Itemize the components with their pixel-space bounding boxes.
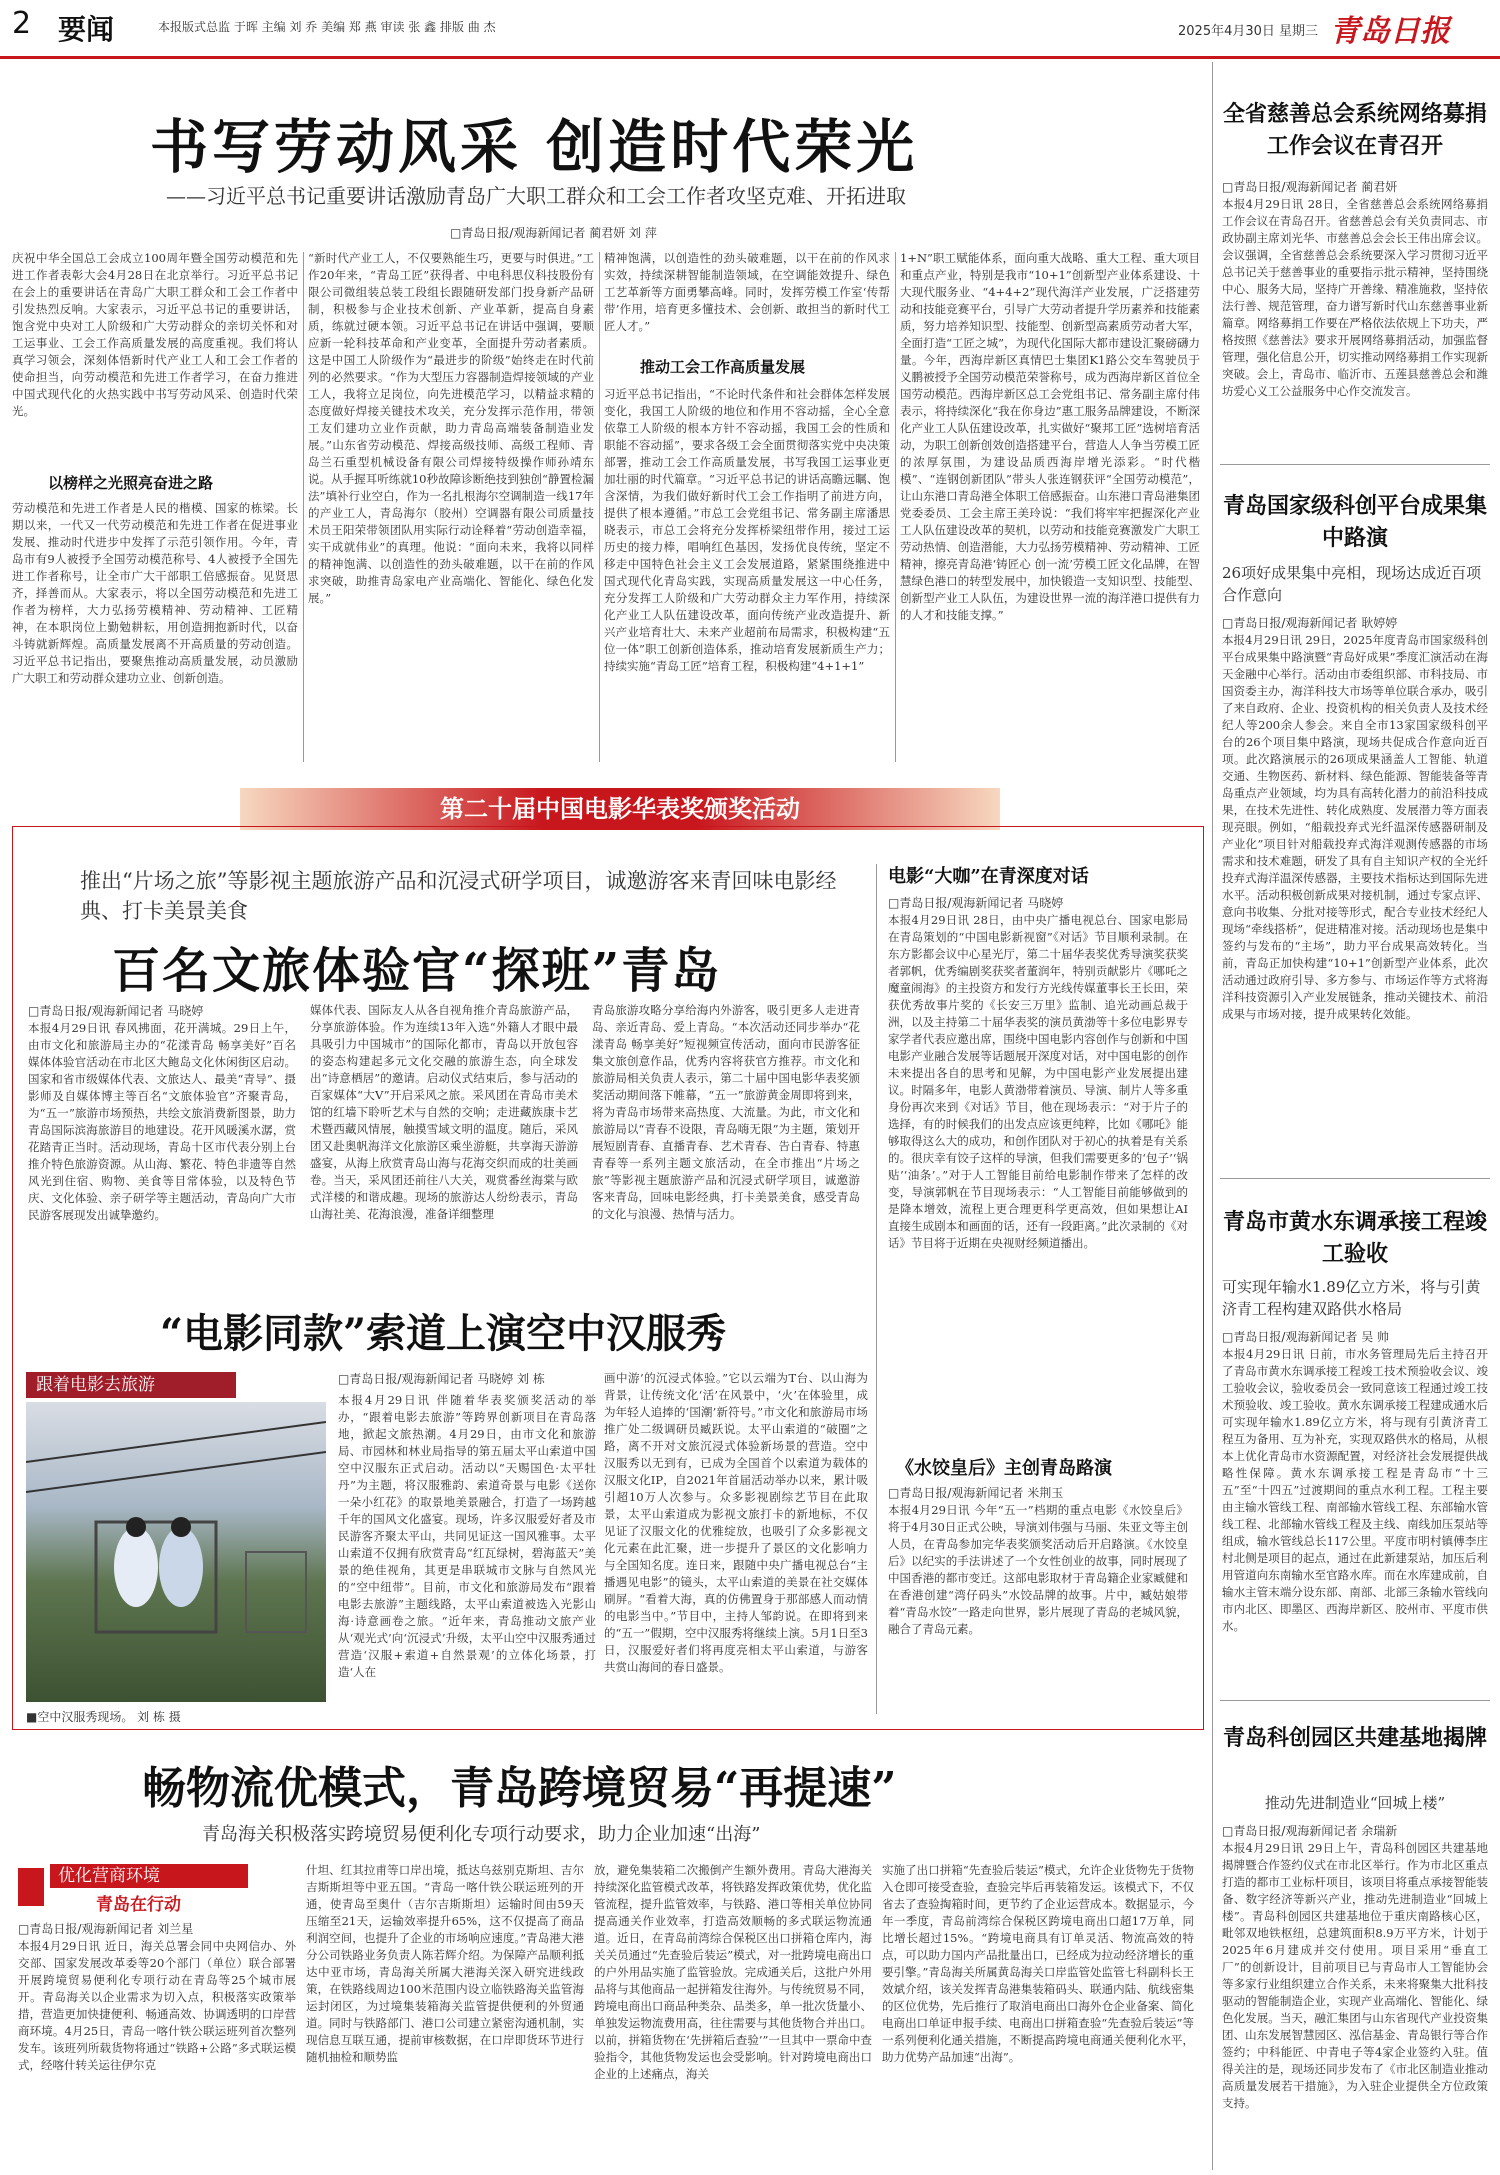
campaign-logo-line2: 青岛在行动 (96, 1895, 181, 1915)
col-divider (303, 252, 304, 762)
lead-col1b-text: 劳动模范和先进工作者是人民的楷模、国家的栋梁。长期以来，一代又一代劳动模范和先进工作者在促进事业发展、推动时代进步中发挥了示范引领作用。今年，青岛市有9人被授予全国劳动模范称号、4人被授予全国先进工作者称号，让全市广大干部职工倍感振奋。见贤思齐，择善而从。大家表示，将以全国劳动模范和先进工作者为榜样，大力弘扬劳模精神、劳动精神、工匠精神，在本职岗位上勤勉耕耘，用创造拥抱新时代，以奋斗铸就新辉煌。高质量发展离不开高质量的劳动创造。习近平总书记指出，要聚焦推动高质量发展，动员激励广大职工和劳动群众建功立业、创新创造。 (12, 501, 298, 685)
dialogue-byline: □青岛日报/观海新闻记者 马晓婷 (888, 896, 1064, 910)
innovation-byline: □青岛日报/观海新闻记者 耿婷婷 (1222, 616, 1398, 630)
lead-col1-subhead: 以榜样之光照亮奋进之路 (48, 474, 214, 492)
charity-headline: 全省慈善总会系统网络募捐工作会议在青召开 (1222, 101, 1487, 159)
column-label: 跟着电影去旅游 (26, 1372, 236, 1398)
trade-col2: 什坦、红其拉甫等口岸出境，抵达乌兹别克斯坦、吉尔吉斯斯坦等中亚五国。“青岛一喀什铁公联运班列的开通，使青岛至奥什（吉尔吉斯斯坦）运输时间由59天压缩至21天，运输效率提升65%，这不仅提高了商品利润空间，也提升了企业的市场响应速度。”青岛港大港分公司铁路业务负责人陈若辉介绍。为保障产品顺利抵达中亚市场，青岛海关所属大港海关深入研究进线政策，在铁路线周边100米范围内设立临铁路海关监管海运封闭区，为过境集装箱海关监管提供便利的外贸通道。同时与铁路部门、港口公司建立紧密沟通机制，实现信息互联互通，提前审核数据，在口岸即货环节进行随机抽检和顺势监 (306, 1863, 584, 2064)
innovation-deck: 26项好成果集中亮相，现场达成近百项合作意向 (1222, 564, 1482, 604)
lead-col4-text: 1+N”职工赋能体系，面向重大战略、重大工程、重大项目和重点产业，特别是我市“10+1”创新型产业体系建设、十大现代服务业、“4+4+2”现代海洋产业发展，广泛搭建劳动和技能竞赛平台，引导广大劳动者提升学历素养和技能素质，努力培养知识型、技能型、创新型高素质劳动者大军，全面打造“工匠之城”，为现代化国际大都市建设汇聚磅礴力量。今年，西海岸新区真情巴士集团K1路公交车驾驶员于义鹏被授予全国劳动模范荣誉称号，成为西海岸新区首位全国劳动模范。西海岸新区总工会党组书记、常务副主席付伟表示，将持续深化“我在你身边”惠工服务品牌建设，不断深化产业工人队伍建设改革，扎实做好“聚邦工匠”选树培育活动，为职工创新创效创造搭建平台，营造人人争当劳模工匠的浓厚氛围，为建设品质西海岸增光添彩。“时代楷模”、“连钢创新团队”带头人张连钢获评“全国劳动模范”，让山东港口青岛港全体职工倍感振奋。山东港口青岛港集团党委委员、工会主席王美玲说：“我们将牢牢把握深化产业工人队伍建设改革的契机，以劳动和技能竞赛激发广大职工劳动热情、创造潜能，大力弘扬劳模精神、劳动精神、工匠精神，擦亮青岛港‘铸匠心 创一流’劳模工匠文化品牌，在智慧绿色港口的转型发展中，加快锻造一支知识型、技能型、创新型产业工人队伍，为建设世界一流的海洋港口提供有力的人才和技能支撑。” (900, 251, 1200, 622)
water-headline: 青岛市黄水东调承接工程竣工验收 (1222, 1209, 1487, 1267)
park-text: 本报4月29日讯 29日上午，青岛科创园区共建基地揭牌暨合作签约仪式在市北区举行。作为市北区重点打造的都市工业标杆项目，该项目将重点承接智能装备、数字经济等新兴产业，推动先进制造业“回城上楼”。青岛科创园区共建基地位于重庆南路核心区，毗邻双地铁枢纽，总建筑面积8.9万平方米，计划于2025年6月建成并交付使用。项目采用“垂直工厂”的创新设计，目前项目已与青岛市人工智能协会等多家行业组织建立合作关系，未来将聚集大批科技驱动的智能制造企业，实现产业高端化、智能化、绿色化发展。当天，融汇集团与山东省现代产业投资集团、山东发展智慧园区、泓信基金、青岛银行等合作签约；中科能匠、中青电子等4家企业签约入驻。值得关注的是，现场还同步发布了《市北区制造业推动高质量发展若干措施》，为入驻企业提供全方位政策支持。 (1222, 1841, 1488, 2110)
water-deck: 可实现年输水1.89亿立方米，将与引黄济青工程构建双路供水格局 (1222, 1278, 1481, 1318)
trade-col3: 放，避免集装箱二次搬倒产生额外费用。青岛大港海关持续深化监管模式改革，将铁路发挥政策优势，优化监管流程，提升监管效率，与铁路、港口等相关单位协同提高通关作业效率，打造高效顺畅的多式联运物流通道。近日，在青岛前湾综合保税区出口拼箱仓库内，海关关员通过“先查验后装运”模式，对一批跨境电商出口的户外用品实施了监管验放。完成通关后，这批户外用品将与其他商品一起拼箱发往海外。与传统贸易不同，跨境电商出口商品种类杂、品类多，单一批次货量小、单独发运物流费用高，往往需要与其他货物合并出口。以前，拼箱货物在‘先拼箱后查验’”一旦其中一票命中查验指令，其他货物发运也会受影响。针对跨境电商出口企业的上述痛点，海关 (594, 1863, 872, 2081)
award-banner: 第二十届中国电影华表奖颁奖活动 (240, 788, 1000, 830)
dialogue-text: 本报4月29日讯 28日，由中央广播电视总台、国家电影局在青岛策划的“中国电影新视窗”《对话》节目顺利录制。在东方影都会议中心星光厅，第二十届华表奖优秀导演奖获奖者郭帆，优秀编剧奖获奖者董润年，特别贡献影片《哪吒之魔童闹海》的主投资方和发行方光线传媒董事长王长田，荣获优秀故事片奖的《长安三万里》监制、追光动画总裁于洲，以及主持第二十届华表奖的演员黄渤等十多位电影界专家学者代表应邀出席，围绕中国电影内容创作与创新和中国电影产业融合发展等话题展开深度对话，对中国电影的创作未来提出各自的思考和见解，为中国电影产业发展提出建议。时隔多年，电影人黄渤带着演员、导演、制片人等多重身份再次来到《对话》节目，他在现场表示：“对于片子的选择，有的时候我们的出发点应该更纯粹，比如《哪吒》能够取得这么大的成功，和创作团队对于初心的执着是有关系的。很庆幸有饺子这样的导演，但我们需要更多的‘包子’‘锅贴’‘油条’。”对于人工智能目前给电影制作带来了怎样的改变，导演郭帆在节目现场表示：“人工智能目前能够做到的是降本增效，流程上更合理更科学更高效，但如果想让AI直接生成剧本和画面的话，还有一段距离。”此次录制的《对话》节目将于近期在央视财经频道播出。 (888, 913, 1188, 1250)
col-divider (876, 864, 877, 1714)
staff-credits: 本报版式总监 于晖 主编 刘 乔 美编 郑 燕 审读 张 鑫 排版 曲 杰 (158, 20, 496, 34)
cable-car-headline: “电影同款”索道上演空中汉服秀 (160, 1310, 727, 1357)
trade-col4: 实施了出口拼箱“先查验后装运”模式，允许企业货物先于货物入仓即可接受查验，查验完毕后再装箱发运。该模式下，不仅省去了查验掏箱时间，更节约了企业运营成本。数据显示，今年一季度，青岛前湾综合保税区跨境电商出口超17万单，同比增长超过15%。“跨境电商具有订单灵活、物流高效的特点，可以助力国内产品批量出口，已经成为拉动经济增长的重要引擎。”青岛海关所属黄岛海关口岸监管处监管七科副科长王效斌介绍，该关发挥青岛港集装箱码头、联通内陆、航线密集的区位优势，先后推行了取消电商出口海外仓企业备案、简化电商出口单证申报手续、电商出口拼箱查验“先查验后装运”等一系列便利化通关措施，不断提高跨境电商通关便利化水平，助力优势产品加速“出海”。 (882, 1863, 1194, 2064)
col-divider (599, 252, 600, 762)
dialogue-headline: 电影“大咖”在青深度对话 (888, 866, 1089, 887)
right-column-divider (1212, 62, 1213, 2170)
film-tour-col1: 本报4月29日讯 春风拂面，花开满城。29日上午，由市文化和旅游局主办的“花漾青岛 畅享美好”百名媒体体验官活动在市北区大鲍岛文化休闲街区启动。国家和省市级媒体代表、文旅达人、最美“青导”、摄影师及自媒体博主等百名“文旅体验官”齐聚青岛，为“五一”旅游市场预热，共绘文旅消费新图景，助力青岛国际滨海旅游目的地建设。花开风暖溪水潺，赏花踏青正当时。活动现场，青岛十区市代表分别上台推介特色旅游资源。从山海、繁花、特色非遗等自然风光到住宿、购物、美食等目常体验，以及特色节庆、文化体验、亲子研学等主题活动，青岛向广大市民游客展现发出诚挚邀约。 (28, 1021, 296, 1222)
cable-car-byline: □青岛日报/观海新闻记者 马晓婷 刘 栋 (338, 1372, 545, 1386)
photo-caption: ■空中汉服秀现场。 刘 栋 摄 (26, 1710, 181, 1724)
film-tour-kicker: 推出“片场之旅”等影视主题旅游产品和沉浸式研学项目，诚邀游客来青回味电影经典、打卡美景美食 (80, 869, 837, 923)
innovation-text: 本报4月29日讯 29日，2025年度青岛市国家级科创平台成果集中路演暨“青岛好成果”季度汇演活动在海天金融中心举行。活动由市委组织部、市科技局、市国资委主办，海洋科技大市场等单位联合承办，吸引了来自政府、企业、投资机构的相关负责人及技术经纪人等200余人参会。来自全市13家国家级科创平台的26个项目集中路演，现场共促成合作意向近百项。此次路演展示的26项成果涵盖人工智能、轨道交通、生物医药、新材料、绿色能源、智能装备等青岛重点产业领域，均为具有高转化潜力的前沿科技成果，在技术先进性、转化成熟度、发展潜力等方面表现亮眼。例如，“船载投弃式光纤温深传感器研制及产业化”项目针对船载投弃式海洋观测传感器的市场需求和技术难题，研发了具有自主知识产权的全光纤投弃式海洋温深传感器，主要技术指标达到国际先进水平。活动积极创新成果对接机制，通过专家点评、意向书收集、分批对接等形式，配合专业技术经纪人现场“牵线搭桥”，促进精准对接。活动现场也是集中签约与发布的“主场”，助力平台成果高效转化。当前，青岛正加快构建“10+1”创新型产业体系，此次活动通过政府引导、多方参与、市场运作等方式将海洋科技资源引入产业发展链条，推动关键技术、前沿成果与市场对接，提升成果转化效能。 (1222, 633, 1488, 1021)
dumpling-headline: 《水饺皇后》主创青岛路演 (896, 1458, 1112, 1479)
cable-car-col2: 画中游’的沉浸式体验。”它以云端为T台、以山海为背景，让传统文化‘活’在风景中，‘火’在体验里，成为年轻人追捧的‘国潮’新符号。”市文化和旅游局市场推广处二级调研员臧跃说。太平山索道的“破圈”之路，离不开对文旅沉浸式体验新场景的营造。空中汉服秀以无到有，已成为全国首个以索道为载体的汉服文化IP，自2021年首届活动举办以来，累计吸引超10万人次参与。众多影视剧综艺节目在此取景，太平山索道成为影视文旅打卡的新地标，不仅见证了汉服文化的优雅绽放，也吸引了众多影视文化元素在此汇聚，进一步提升了景区的文化影响力与全国知名度。连日来，跟随中央广播电视总台“主播遇见电影”的镜头，太平山索道的美景在社交媒体刷屏。“看着大海，真的仿佛置身于那部感人而动情的电影当中。”节目中，主持人邹韵说。在即将到来的“五一”假期，空中汉服秀将继续上演。5月1日至3日，汉服爱好者们将再度亮相太平山索道，与游客共赏山海间的春日盛景。 (604, 1371, 868, 1674)
lead-col3-text: 精神饱满，以创造性的劲头破难题，以干在前的作风求实效，持续深耕智能制造领域，在空调能效提升、绿色工艺革新等方面勇攀高峰。同时，发挥劳模工作室‘传帮带’作用，培育更多懂技术、会创新、敢担当的新时代工匠人才。” (604, 251, 890, 333)
dumpling-byline: □青岛日报/观海新闻记者 米荆玉 (888, 1486, 1064, 1500)
trade-headline: 畅物流优模式，青岛跨境贸易“再提速” (142, 1763, 897, 1814)
dumpling-text: 本报4月29日讯 今年“五一”档期的重点电影《水饺皇后》将于4月30日正式公映，导演刘伟强与马丽、朱亚文等主创人员，在青岛参加完华表奖颁奖活动后开启路演。《水饺皇后》以纪实的手法讲述了一个女性创业的故事，同时展现了中国香港的都市变迁。这部电影取材于青岛籍企业家臧健和在香港创建“湾仔码头”水饺品牌的故事。片中，臧姑娘带着“青岛水饺”一路走向世界，影片展现了青岛的老城风貌，融合了青岛元素。 (888, 1503, 1188, 1636)
trade-byline: □青岛日报/观海新闻记者 刘兰星 (18, 1922, 194, 1936)
lead-col1-text: 庆祝中华全国总工会成立100周年暨全国劳动模范和先进工作者表彰大会4月28日在北京举行。习近平总书记在会上的重要讲话在青岛广大职工群众和工会工作者中引发热烈反响。大家表示，习近平总书记的重要讲话，饱含党中央对工人阶级和广大劳动群众的亲切关怀和对工运事业、工会工作高质量发展的高度重视。我们将认真学习领会，深刻体悟新时代产业工人和工会工作者的使命担当，向劳动模范和先进工作者学习，在奋力推进中国式现代化的火热实践中书写劳动风采、创造时代荣光。 (12, 251, 298, 418)
campaign-logo-mark (18, 1868, 44, 1906)
article-divider (1220, 1178, 1490, 1179)
water-text: 本报4月29日讯 日前，市水务管理局先后主持召开了青岛市黄水东调承接工程竣工技术预验收会议、竣工验收会议，验收委员会一致同意该工程通过竣工技术预验收、竣工验收。黄水东调承接工程建成通水后可实现年输水1.89亿立方米，将与现有引黄济青工程互为备用、互为补充，实现双路供水的格局，从根本上优化青岛市水资源配置，对经济社会发展提供战略性保障。黄水东调承接工程是青岛市“十三五”至“十四五”过渡期间的重点水利工程。工程主要由主输水管线工程、南部输水管线工程、东部输水管线工程、北部输水管线工程及主线、南线加压泵站等组成，输水管线总长117公里。平度市明村镇傅李庄村北侧是项目的起点，通过在此新建泵站，加压后利用管道向东南输水至官路水库。而在水库建成前，自输水主管末端分设东部、南部、北部三条输水管线向市内北区、即墨区、西海岸新区、胶州市、平度市供水。 (1222, 1347, 1488, 1633)
film-tour-col3: 青岛旅游攻略分享给海内外游客，吸引更多人走进青岛、亲近青岛、爱上青岛。“本次活动还同步举办“花漾青岛 畅享美好”短视频宣传活动，面向市民游客征集文旅创意作品，优秀内容将获官方推荐。市文化和旅游局相关负责人表示，第二十届中国电影华表奖颁奖活动期间落下帷幕，“五一”旅游黄金周即将到来，将为青岛市场带来高热度、大流量。为此，市文化和旅游局以“青春不设限，青岛嗨无限”为主题，策划开展短剧青春、直播青春、艺术青春、告白青春、特惠青春等一系列主题文旅活动，在全市推出“片场之旅”等影视主题旅游产品和沉浸式研学项目，诚邀游客来青岛，回味电影经典，打卡美景美食，感受青岛的文化与浪漫、热情与活力。 (592, 1003, 860, 1221)
charity-text: 本报4月29日讯 28日，全省慈善总会系统网络募捐工作会议在青岛召开。省慈善总会有关负责同志、市政协副主席刘光华、市慈善总会会长王伟出席会议。会议强调，全省慈善总会系统要深入学习贯彻习近平总书记关于慈善事业的重要指示批示精神，坚持围绕中心、服务大局，坚持广开善缘、精准施救，坚持依法行善、规范管理，奋力谱写新时代山东慈善事业新篇章。网络募捐工作要在严格依法依规上下功夫，严格按照《慈善法》要求开展网络募捐活动，加强监督管理，强化信息公开，切实推动网络募捐工作实现新突破。会上，青岛市、临沂市、五莲县慈善总会和潍坊爱心义工公益服务中心作交流发言。 (1222, 197, 1488, 398)
water-byline: □青岛日报/观海新闻记者 吴 帅 (1222, 1330, 1390, 1344)
charity-byline: □青岛日报/观海新闻记者 蔺君妍 (1222, 180, 1398, 194)
lead-col2-text: “新时代产业工人，不仅要熟能生巧，更要与时俱进。”工作20年来，“青岛工匠”获得者、中电科思仪科技股份有限公司微组装总装工段组长跟随研发部门投身新产品研制，积极参与企业技术创新、产业革新，提高自身素质，练就过硬本领。习近平总书记在讲话中强调，要顺应新一轮科技革命和产业变革，全面提升劳动者素质。这是中国工人阶级作为“最进步的阶级”始终走在时代前列的必然要求。“作为大型压力容器制造焊接领域的产业工人，我将立足岗位，向先进模范学习，以精益求精的态度做好焊接关键技术攻关，充分发挥示范作用，带领工友们建功立业作贡献，助力青岛高端装备制造业发展。”山东省劳动模范、焊接高级技师、高级工程师、青岛兰石重型机械设备有限公司焊接特级操作师孙靖东说。从手握耳听练就10秒故障诊断绝技到独创“静置检漏法”填补行业空白，作为一名扎根海尔空调制造一线17年的产业工人，青岛海尔（胶州）空调器有限公司质量技术员王阳荣带领团队用实际行动诠释着“劳动创造幸福，实干成就伟业”的真理。他说：“面向未来，我将以同样的精神饱满、以创造性的劲头破难题，以干在前的作风求突破，助推青岛家电产业高端化、智能化、绿色化发展。” (308, 251, 594, 605)
lead-headline: 书写劳动风采 创造时代荣光 (150, 113, 919, 181)
film-tour-col2: 媒体代表、国际友人从各自视角推介青岛旅游产品，分享旅游体验。作为连续13年入选“外籍人才眼中最具吸引力中国城市”的国际化都市，青岛以开放包容的姿态构建起多元文化交融的旅游生态，向全球发出“诗意栖居”的邀请。启动仪式结束后，参与活动的百家媒体“大V”开启采风之旅。采风团在青岛市美术馆的红墙下聆听艺术与自然的交响；走进藏族康卡艺术暨西藏风情展，触摸雪域文明的温度。随后，采风团又赴奥帆海洋文化旅游区乘坐游艇，共享海天游游盛宴，从海上欣赏青岛山海与花海交织而成的壮美画卷。当天，采风团还前往八大关，观赏番丝海棠与欧式洋楼的和谐成趣。现场的旅游达人纷纷表示，青岛山海社美、花海浪漫，准备详细整理 (310, 1003, 578, 1221)
trade-subtitle: 青岛海关积极落实跨境贸易便利化专项行动要求，助力企业加速“出海” (202, 1824, 761, 1845)
cable-car-illustration (26, 1402, 326, 1702)
article-divider (1220, 464, 1490, 465)
issue-date: 2025年4月30日 星期三 (1178, 24, 1319, 39)
section-title: 要闻 (58, 13, 115, 46)
lead-col3-subhead: 推动工会工作高质量发展 (640, 358, 806, 376)
lead-col3b-text: 习近平总书记指出，“不论时代条件和社会群体怎样发展变化，我国工人阶级的地位和作用不容动摇，全心全意依靠工人阶级的根本方针不容动摇，我国工会的性质和职能不容动摇”，要求各级工会全面贯彻落实党中央决策部署，推动工会工作高质量发展，书写我国工运事业更加壮丽的时代篇章。“习近平总书记的讲话高瞻远瞩、饱含深情，为我们做好新时代工会工作指明了前进方向，提供了根本遵循。”市总工会党组书记、常务副主席潘思晓表示，市总工会将充分发挥桥梁纽带作用，接过工运历史的接力棒，唱响红色基因，发扬优良传统，坚定不移走中国特色社会主义工会发展道路，紧紧围绕推进中国式现代化青岛实践，实现高质量发展这一中心任务，充分发挥工人阶级和广大劳动群众主力军作用，持续深化产业工人队伍建设改革，面向传统产业改造提升、新兴产业培育壮大、未来产业超前布局需求，积极构建“五位一体”职工创新创造体系，推动培育发展新质生产力；持续实施“青岛工匠”培育工程，积极构建“4+1+1” (604, 387, 890, 673)
film-tour-byline: □青岛日报/观海新闻记者 马晓婷 (28, 1004, 204, 1018)
cable-car-col1: 本报4月29日讯 伴随着华表奖颁奖活动的举办，“跟着电影去旅游”等跨界创新项目在青岛落地，掀起文旅热潮。4月29日，由市文化和旅游局、市园林和林业局指导的第五届太平山索道中国空中汉服东正式启动。活动以“天赐国色·太平牡丹”为主题，将汉服雅韵、索道奇景与电影《送你一朵小红花》的取景地美景融合，打造了一场跨越千年的国风文化盛宴。现场，许多汉服爱好者及市民游客齐聚太平山，共同见证这一国风雅事。太平山索道不仅拥有欣赏青岛“红瓦绿树，碧海蓝天”美景的绝佳视角，其更是串联城市文脉与自然风光的“空中纽带”。目前，市文化和旅游局发布“跟着电影去旅游”主题线路，太平山索道被选入光影山海·诗意画卷之旅。“近年来，青岛推动文旅产业从‘观光式’向‘沉浸式’升级，太平山空中汉服秀通过营造‘汉服+索道+自然景观’的立体化场景，打造‘人在 (338, 1393, 596, 1679)
film-tour-headline: 百名文旅体验官“探班”青岛 (112, 943, 722, 999)
col-divider (895, 252, 896, 762)
campaign-logo-line1: 优化营商环境 (50, 1864, 248, 1888)
trade-col1: 本报4月29日讯 近日，海关总署会同中央网信办、外交部、国家发展改革委等20个部门（单位）联合部署开展跨境贸易便利化专项行动在青岛等25个城市展开。青岛海关以企业需求为切入点，积极落实政策举措，营造更加快捷便利、畅通高效、协调透明的口岸营商环境。4月25日，青岛一喀什铁公联运班列首次整列发车。该班列所载货物将通过“铁路+公路”多式联运模式，经喀什转关运往伊尔克 (18, 1939, 296, 2072)
park-headline: 青岛科创园区共建基地揭牌 (1222, 1725, 1487, 1751)
hanfu-cable-car-photo (26, 1402, 326, 1702)
newspaper-logo: 青岛日报 (1330, 14, 1450, 49)
park-deck: 推动先进制造业“回城上楼” (1264, 1794, 1446, 1812)
lead-byline: □青岛日报/观海新闻记者 蔺君妍 刘 萍 (450, 226, 657, 240)
page-number: 2 (12, 6, 32, 41)
lead-subtitle: ——习近平总书记重要讲话激励青岛广大职工群众和工会工作者攻坚克难、开拓进取 (166, 184, 906, 208)
article-divider (1220, 1700, 1490, 1701)
innovation-headline: 青岛国家级科创平台成果集中路演 (1222, 493, 1487, 551)
park-byline: □青岛日报/观海新闻记者 余瑞新 (1222, 1824, 1398, 1838)
